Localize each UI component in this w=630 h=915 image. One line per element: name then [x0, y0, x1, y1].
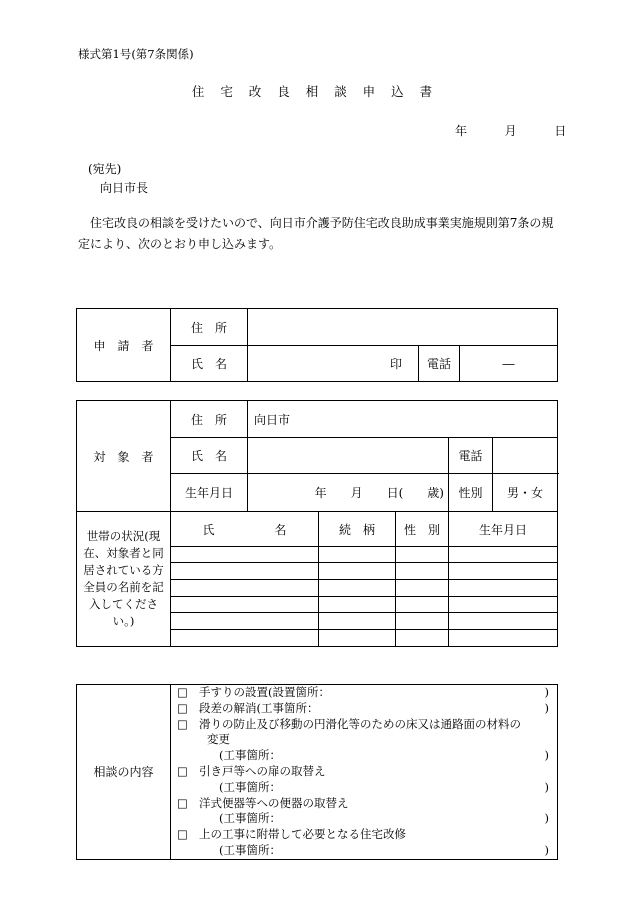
household-name-cell[interactable] — [171, 630, 319, 647]
household-sex-cell[interactable] — [396, 547, 449, 563]
item-text: (工事箇所： — [219, 779, 281, 794]
subject-sex-field[interactable]: 男・女 — [493, 474, 558, 512]
household-name-cell[interactable] — [171, 563, 319, 580]
household-name-cell[interactable] — [171, 580, 319, 597]
checkbox-icon[interactable]: □ — [177, 795, 188, 810]
item-text: 変更 — [207, 732, 230, 747]
consultation-item-toilet — [177, 796, 553, 812]
subject-dob-label: 生年月日 — [171, 474, 248, 512]
item-text: 手すりの設置(設置箇所： — [199, 685, 330, 699]
form-number: 様式第1号(第7条関係) — [78, 47, 194, 61]
household-dob-cell[interactable] — [449, 597, 558, 613]
paren-close: ) — [544, 842, 549, 857]
consultation-item-floor — [177, 717, 553, 733]
applicant-address-label: 住 所 — [171, 309, 248, 346]
household-col-relation: 続 柄 — [319, 512, 396, 547]
applicant-phone-field[interactable] — [460, 346, 558, 382]
subject-sex-label: 性別 — [449, 474, 493, 512]
subject-name-field[interactable] — [248, 438, 449, 474]
household-sex-cell[interactable] — [396, 580, 449, 597]
item-text: 滑りの防止及び移動の円滑化等のための床又は通路面の材料の — [199, 716, 521, 731]
household-dob-cell[interactable] — [449, 630, 558, 647]
consultation-item-door — [177, 764, 553, 780]
household-sex-cell[interactable] — [396, 597, 449, 613]
subject-phone-label: 電話 — [449, 438, 493, 474]
household-col-dob: 生年月日 — [449, 512, 558, 547]
consultation-table — [76, 684, 558, 860]
item-text: 段差の解消(工事箇所： — [199, 700, 319, 715]
consultation-item-location — [177, 780, 553, 796]
subject-dob-field[interactable]: 年 月 日( 歳) — [248, 474, 449, 512]
body-text: 住宅改良の相談を受けたいので、向日市介護予防住宅改良助成事業実施規則第7条の規定により、次のとおり申し込みます。 — [78, 216, 554, 251]
subject-name-label: 氏 名 — [171, 438, 248, 474]
household-dob-cell[interactable] — [449, 613, 558, 630]
checkbox-icon[interactable]: □ — [177, 716, 188, 731]
applicant-name-label: 氏 名 — [171, 346, 248, 382]
applicant-name-field[interactable] — [248, 346, 419, 382]
household-col-name: 氏 名 — [171, 512, 319, 547]
date-year-field[interactable]: 年 — [455, 124, 468, 138]
applicant-section-label: 申 請 者 — [77, 309, 171, 382]
date-day-field[interactable]: 日 — [554, 124, 567, 138]
consultation-item-location — [177, 748, 553, 764]
date-line — [455, 122, 566, 139]
consultation-item-floor-cont — [177, 732, 553, 748]
item-text: 上の工事に附帯して必要となる住宅改修 — [199, 827, 406, 842]
date-month-field[interactable]: 月 — [504, 124, 517, 138]
checkbox-icon[interactable]: □ — [177, 685, 188, 699]
household-sex-cell[interactable] — [396, 630, 449, 647]
household-relation-cell[interactable] — [319, 630, 396, 647]
applicant-table — [76, 308, 558, 382]
subject-address-field[interactable]: 向日市 — [248, 401, 558, 438]
item-text: 洋式便器等への便器の取替え — [199, 795, 349, 810]
household-relation-cell[interactable] — [319, 597, 396, 613]
consultation-label: 相談の内容 — [77, 685, 171, 860]
addressee-label: (宛先) — [88, 162, 122, 176]
consultation-items — [171, 685, 558, 860]
document-title: 住 宅 改 良 相 談 申 込 書 — [191, 84, 439, 99]
item-text: (工事箇所： — [219, 811, 281, 826]
household-relation-cell[interactable] — [319, 580, 396, 597]
household-name-cell[interactable] — [171, 597, 319, 613]
applicant-phone-label: 電話 — [419, 346, 460, 382]
household-relation-cell[interactable] — [319, 613, 396, 630]
item-text: (工事箇所： — [219, 748, 281, 763]
paren-close: ) — [544, 700, 549, 715]
subject-phone-field[interactable] — [493, 438, 558, 474]
consultation-item-location — [177, 843, 553, 859]
subject-section-label: 対 象 者 — [77, 401, 171, 512]
item-text: 引き戸等への扉の取替え — [199, 763, 326, 778]
paren-close: ) — [544, 811, 549, 826]
household-dob-cell[interactable] — [449, 547, 558, 563]
household-sex-cell[interactable] — [396, 613, 449, 630]
seal-mark: 印 — [389, 357, 402, 371]
household-sex-cell[interactable] — [396, 563, 449, 580]
household-label: 世帯の状況(現在、対象者と同居されている方全員の名前を記入してください。) — [77, 512, 171, 647]
paren-close: ) — [544, 685, 549, 699]
consultation-item-step — [177, 701, 553, 717]
household-col-sex: 性 別 — [396, 512, 449, 547]
household-dob-cell[interactable] — [449, 580, 558, 597]
consultation-item-location — [177, 811, 553, 827]
paren-close: ) — [544, 779, 549, 794]
paren-close: ) — [544, 748, 549, 763]
household-name-cell[interactable] — [171, 613, 319, 630]
checkbox-icon[interactable]: □ — [177, 827, 188, 842]
checkbox-icon[interactable]: □ — [177, 700, 188, 715]
household-dob-cell[interactable] — [449, 563, 558, 580]
household-relation-cell[interactable] — [319, 563, 396, 580]
subject-table — [76, 400, 558, 647]
consultation-item-handrail — [177, 685, 553, 701]
household-relation-cell[interactable] — [319, 547, 396, 563]
phone-dash: ― — [502, 356, 515, 371]
addressee-name: 向日市長 — [100, 181, 149, 195]
item-text: (工事箇所： — [219, 842, 281, 857]
consultation-item-additional — [177, 827, 553, 843]
subject-address-label: 住 所 — [171, 401, 248, 438]
household-name-cell[interactable] — [171, 547, 319, 563]
checkbox-icon[interactable]: □ — [177, 763, 188, 778]
applicant-address-field[interactable] — [248, 309, 558, 346]
